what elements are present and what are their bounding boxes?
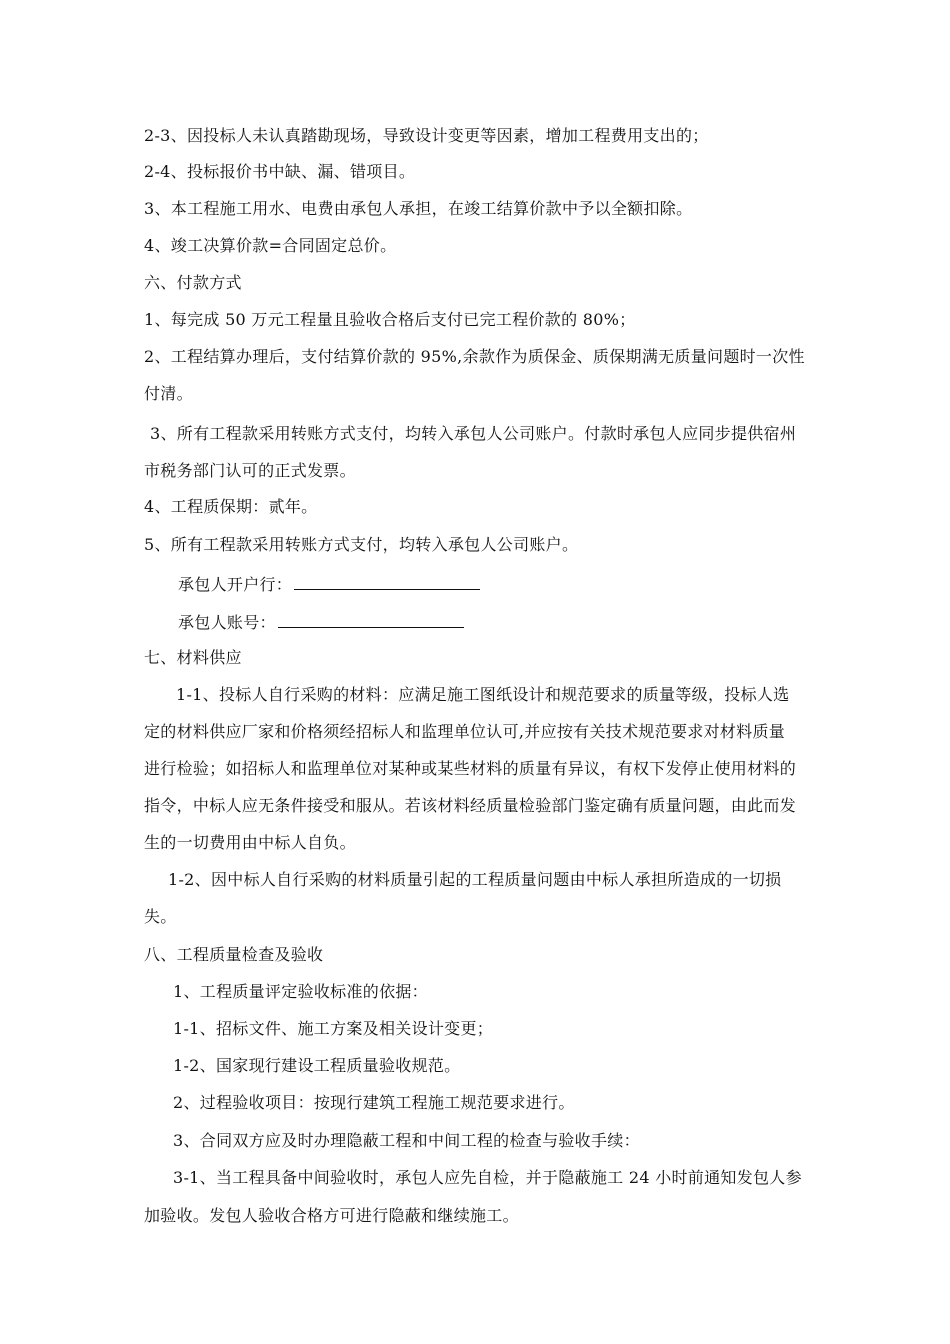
payment-clause-4: 4、工程质保期：贰年。 (144, 497, 318, 516)
payment-clause-2-cont: 付清。 (144, 384, 193, 403)
clause-2-3: 2-3、因投标人未认真踏勘现场，导致设计变更等因素，增加工程费用支出的； (144, 126, 709, 145)
payment-clause-2: 2、工程结算办理后，支付结算价款的 95%,余款作为质保金、质保期满无质量问题时一次性 (144, 347, 805, 366)
clause-3-utilities: 3、本工程施工用水、电费由承包人承担，在竣工结算价款中予以全额扣除。 (144, 199, 693, 218)
quality-clause-3-1-cont: 加验收。发包人验收合格方可进行隐蔽和继续施工。 (144, 1206, 519, 1225)
bank-field-blank[interactable] (294, 572, 480, 590)
quality-clause-3: 3、合同双方应及时办理隐蔽工程和中间工程的检查与验收手续： (173, 1131, 640, 1150)
quality-clause-1: 1、工程质量评定验收标准的依据： (173, 982, 428, 1001)
bank-field-label: 承包人开户行： (178, 575, 293, 594)
clause-4-final-price: 4、竣工决算价款=合同固定总价。 (144, 236, 397, 255)
material-clause-1-2: 1-2、因中标人自行采购的材料质量引起的工程质量问题由中标人承担所造成的一切损 (168, 870, 782, 889)
payment-clause-3: 3、所有工程款采用转账方式支付，均转入承包人公司账户。付款时承包人应同步提供宿州 (150, 424, 797, 443)
bank-field-row (178, 572, 844, 596)
material-clause-1-1: 1-1、投标人自行采购的材料：应满足施工图纸设计和规范要求的质量等级，投标人选 (176, 685, 790, 704)
payment-clause-3-cont: 市税务部门认可的正式发票。 (144, 461, 356, 480)
section-7-heading: 七、材料供应 (144, 648, 242, 667)
payment-clause-5: 5、所有工程款采用转账方式支付，均转入承包人公司账户。 (144, 535, 579, 554)
section-8-heading: 八、工程质量检查及验收 (144, 945, 324, 964)
material-clause-1-1-cont2: 进行检验；如招标人和监理单位对某种或某些材料的质量有异议，有权下发停止使用材料的 (144, 759, 797, 778)
section-6-heading: 六、付款方式 (144, 273, 242, 292)
quality-clause-1-2: 1-2、国家现行建设工程质量验收规范。 (173, 1056, 461, 1075)
material-clause-1-2-cont: 失。 (144, 907, 177, 926)
clause-2-4: 2-4、投标报价书中缺、漏、错项目。 (144, 162, 416, 181)
payment-clause-1: 1、每完成 50 万元工程量且验收合格后支付已完工程价款的 80%； (144, 310, 636, 329)
quality-clause-3-1: 3-1、当工程具备中间验收时，承包人应先自检，并于隐蔽施工 24 小时前通知发包人参 (173, 1168, 802, 1187)
material-clause-1-1-cont3: 指令，中标人应无条件接受和服从。若该材料经质量检验部门鉴定确有质量问题，由此而发 (144, 796, 797, 815)
account-field-row (178, 610, 844, 634)
quality-clause-1-1: 1-1、招标文件、施工方案及相关设计变更； (173, 1019, 494, 1038)
quality-clause-2: 2、过程验收项目：按现行建筑工程施工规范要求进行。 (173, 1093, 575, 1112)
material-clause-1-1-cont1: 定的材料供应厂家和价格须经招标人和监理单位认可,并应按有关技术规范要求对材料质量 (144, 722, 786, 741)
account-field-label: 承包人账号： (178, 613, 276, 632)
material-clause-1-1-cont4: 生的一切费用由中标人自负。 (144, 833, 356, 852)
account-field-blank[interactable] (278, 610, 464, 628)
